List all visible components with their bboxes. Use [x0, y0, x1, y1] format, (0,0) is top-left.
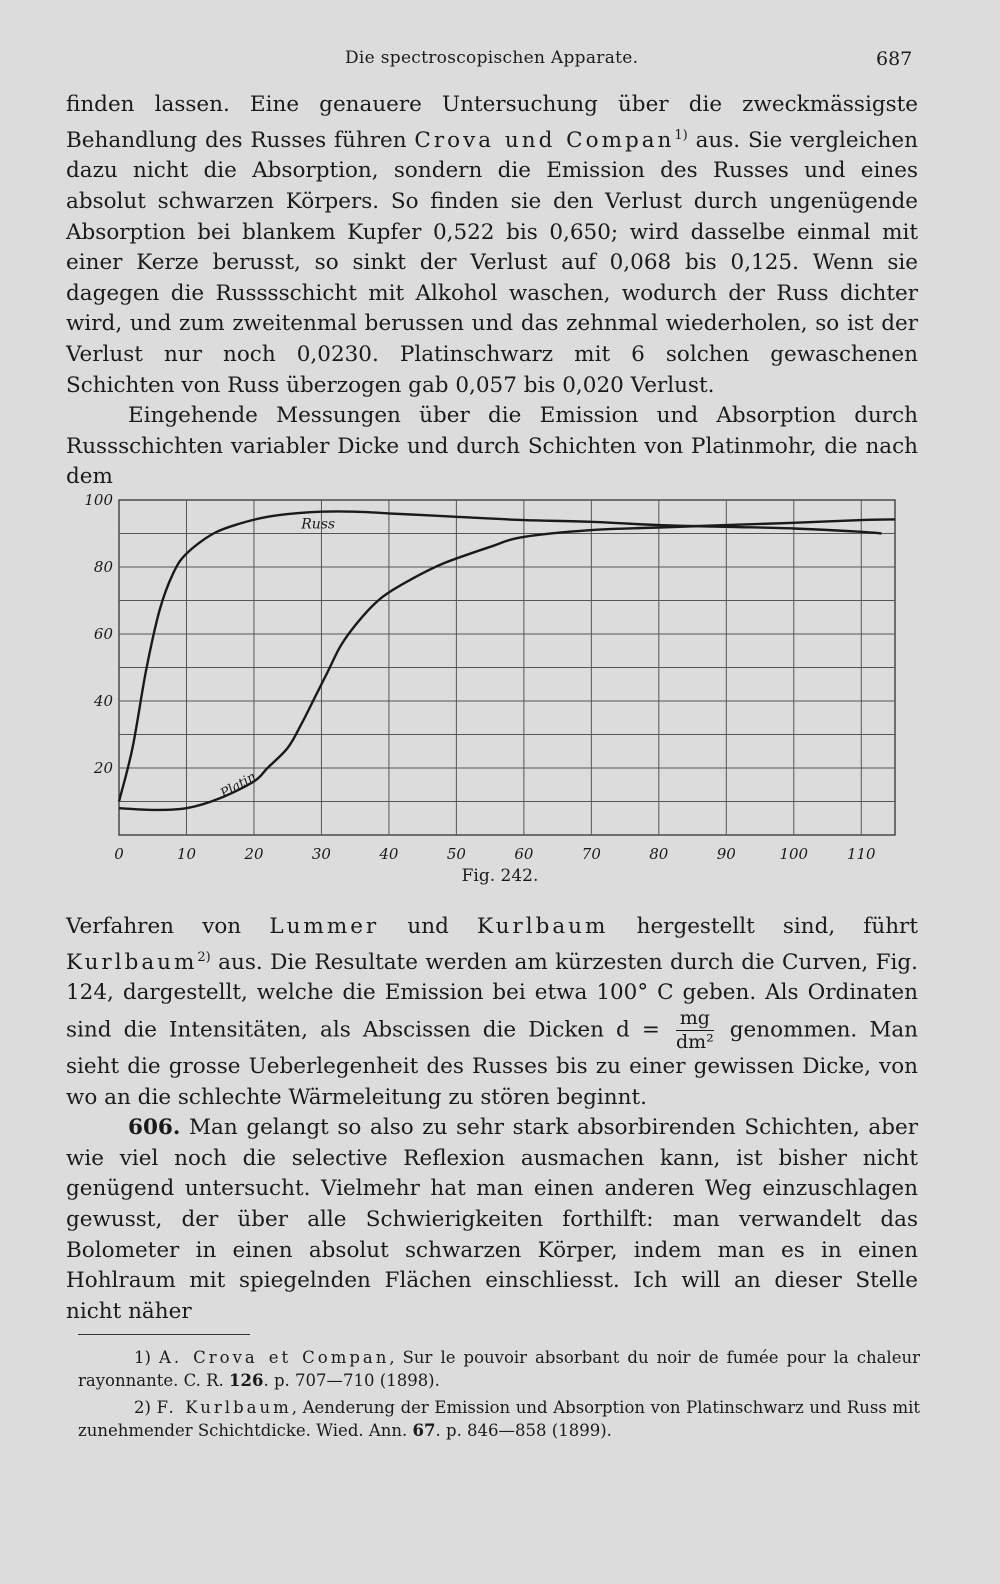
chart-series — [119, 511, 895, 809]
y-tick-label: 20 — [93, 759, 113, 777]
x-tick-label: 0 — [114, 845, 124, 863]
x-tick-label: 110 — [846, 845, 876, 863]
body-text-top — [66, 90, 918, 493]
x-tick-label: 70 — [581, 845, 601, 863]
series-line-russ — [119, 511, 882, 801]
x-tick-label: 80 — [649, 845, 669, 863]
author-lummer: Lummer — [269, 914, 380, 939]
series-label-platin: Platin — [218, 769, 259, 802]
paragraph-1 — [66, 90, 918, 401]
footnote-2 — [78, 1396, 920, 1442]
paragraph-3-text-d: aus. Die Resultate werden am kürzesten durch die Curven, Fig. 124, dargestellt, welche die Emission bei etwa 100° C geben. Als Ordinaten sind die Intensitäten, als Abscissen die Dicken d = — [66, 949, 918, 1043]
footnote-2-mark: 2) — [134, 1398, 151, 1417]
chart-tick-labels — [84, 491, 876, 863]
paragraph-3-text-e: genommen. Man sieht die grosse Ueberlegenheit des Russes bis zu einer gewissen Dicke, von wo an die schlechte Wärmeleitung zu stören beginnt. — [66, 1017, 918, 1110]
running-title: Die spectroscopischen Apparate. — [345, 48, 639, 68]
author-crova-compan: Crova und Compan — [414, 127, 675, 153]
body-text-bottom — [66, 912, 918, 1327]
figure-caption: Fig. 242. — [461, 866, 539, 886]
fraction-denominator: dm² — [675, 1030, 714, 1053]
footnote-1 — [78, 1346, 920, 1392]
author-kurlbaum: Kurlbaum — [477, 914, 609, 939]
paragraph-3 — [66, 912, 918, 1113]
paragraph-3-text-a: Verfahren von — [66, 914, 270, 939]
x-tick-label: 20 — [244, 845, 264, 863]
footnote-ref-2: 2) — [197, 949, 211, 965]
series-line-platin — [119, 519, 895, 810]
x-tick-label: 50 — [446, 845, 466, 863]
footnote-2-text-a: , Aenderung der Emission und Absorption von Platinschwarz und Russ mit zunehmender Schichtdicke. Wied. Ann. — [78, 1398, 921, 1440]
y-tick-label: 40 — [93, 692, 113, 710]
x-tick-label: 30 — [311, 845, 331, 863]
footnote-1-text-b: . p. 707—710 (1898). — [263, 1371, 440, 1390]
paragraph-2: Eingehende Messungen über die Emission und Absorption durch Russschichten variabler Dicke und durch Schichten von Platinmohr, die nach dem — [66, 403, 918, 490]
footnote-1-author: A. Crova et Compan — [158, 1348, 390, 1367]
x-tick-label: 60 — [514, 845, 534, 863]
paragraph-4 — [66, 1113, 918, 1327]
footnote-1-text-a: , Sur le pouvoir absorbant du noir de fumée pour la chaleur rayonnante. C. R. — [78, 1348, 920, 1390]
paragraph-1-text-a: finden lassen. Eine genauere Untersuchung über die zweckmässigste Behandlung des Russes führen — [66, 92, 918, 153]
running-head — [0, 48, 1000, 78]
footnote-rule — [78, 1334, 250, 1335]
paragraph-3-text-c: hergestellt sind, führt — [608, 914, 918, 939]
section-number: 606. — [128, 1115, 181, 1141]
fraction-mg-dm2 — [675, 1006, 714, 1053]
paragraph-4-text: Man gelangt so also zu sehr stark absorbirenden Schichten, aber wie viel noch die selective Reflexion ausmachen kann, ist bisher nicht genügend untersucht. Vielmehr hat man einen anderen Weg einzuschlagen gewusst, der über alle Schwierigkeiten forthilft: man verwandelt das Bolometer in einen absolut schwarzen Körper, indem man es in einen Hohlraum mit spiegelnden Flächen einschliesst. Ich will an dieser Stelle nicht näher — [66, 1115, 918, 1324]
emission-chart — [60, 488, 920, 863]
x-tick-label: 90 — [716, 845, 736, 863]
y-tick-label: 100 — [84, 491, 113, 509]
footnote-ref-1: 1) — [674, 127, 688, 143]
y-tick-label: 60 — [93, 625, 113, 643]
footnote-2-text-b: . p. 846—858 (1899). — [435, 1421, 612, 1440]
footnote-2-volume: 67 — [412, 1421, 436, 1440]
paragraph-3-text-b: und — [379, 914, 478, 939]
footnotes — [78, 1346, 920, 1446]
y-tick-label: 80 — [93, 558, 113, 576]
paragraph-1-text-b: aus. Sie vergleichen dazu nicht die Absorption, sondern die Emission des Russes und eines absolut schwarzen Körpers. So finden sie den Verlust durch ungenügende Absorption bei blankem Kupfer 0,522 bis 0,650; wird dasselbe einmal mit einer Kerze berusst, so sinkt der Verlust auf 0,068 bis 0,125. Wenn sie dagegen die Russsschicht mit Alkohol waschen, wodurch der Russ dichter wird, und zum zweitenmal berussen und das zehnmal wiederholen, so ist der Verlust nur noch 0,0230. Platinschwarz mit 6 solchen gewaschenen Schichten von Russ überzogen gab 0,057 bis 0,020 Verlust. — [66, 127, 918, 398]
footnote-1-volume: 126 — [229, 1371, 264, 1390]
x-tick-label: 40 — [379, 845, 399, 863]
footnote-2-author: F. Kurlbaum — [156, 1398, 292, 1417]
x-tick-label: 100 — [779, 845, 809, 863]
page-number: 687 — [876, 48, 913, 70]
series-label-russ: Russ — [301, 516, 336, 533]
x-tick-label: 10 — [176, 845, 197, 863]
author-kurlbaum-2: Kurlbaum — [66, 949, 198, 975]
fraction-numerator: mg — [676, 1009, 714, 1031]
footnote-1-mark: 1) — [134, 1348, 151, 1367]
